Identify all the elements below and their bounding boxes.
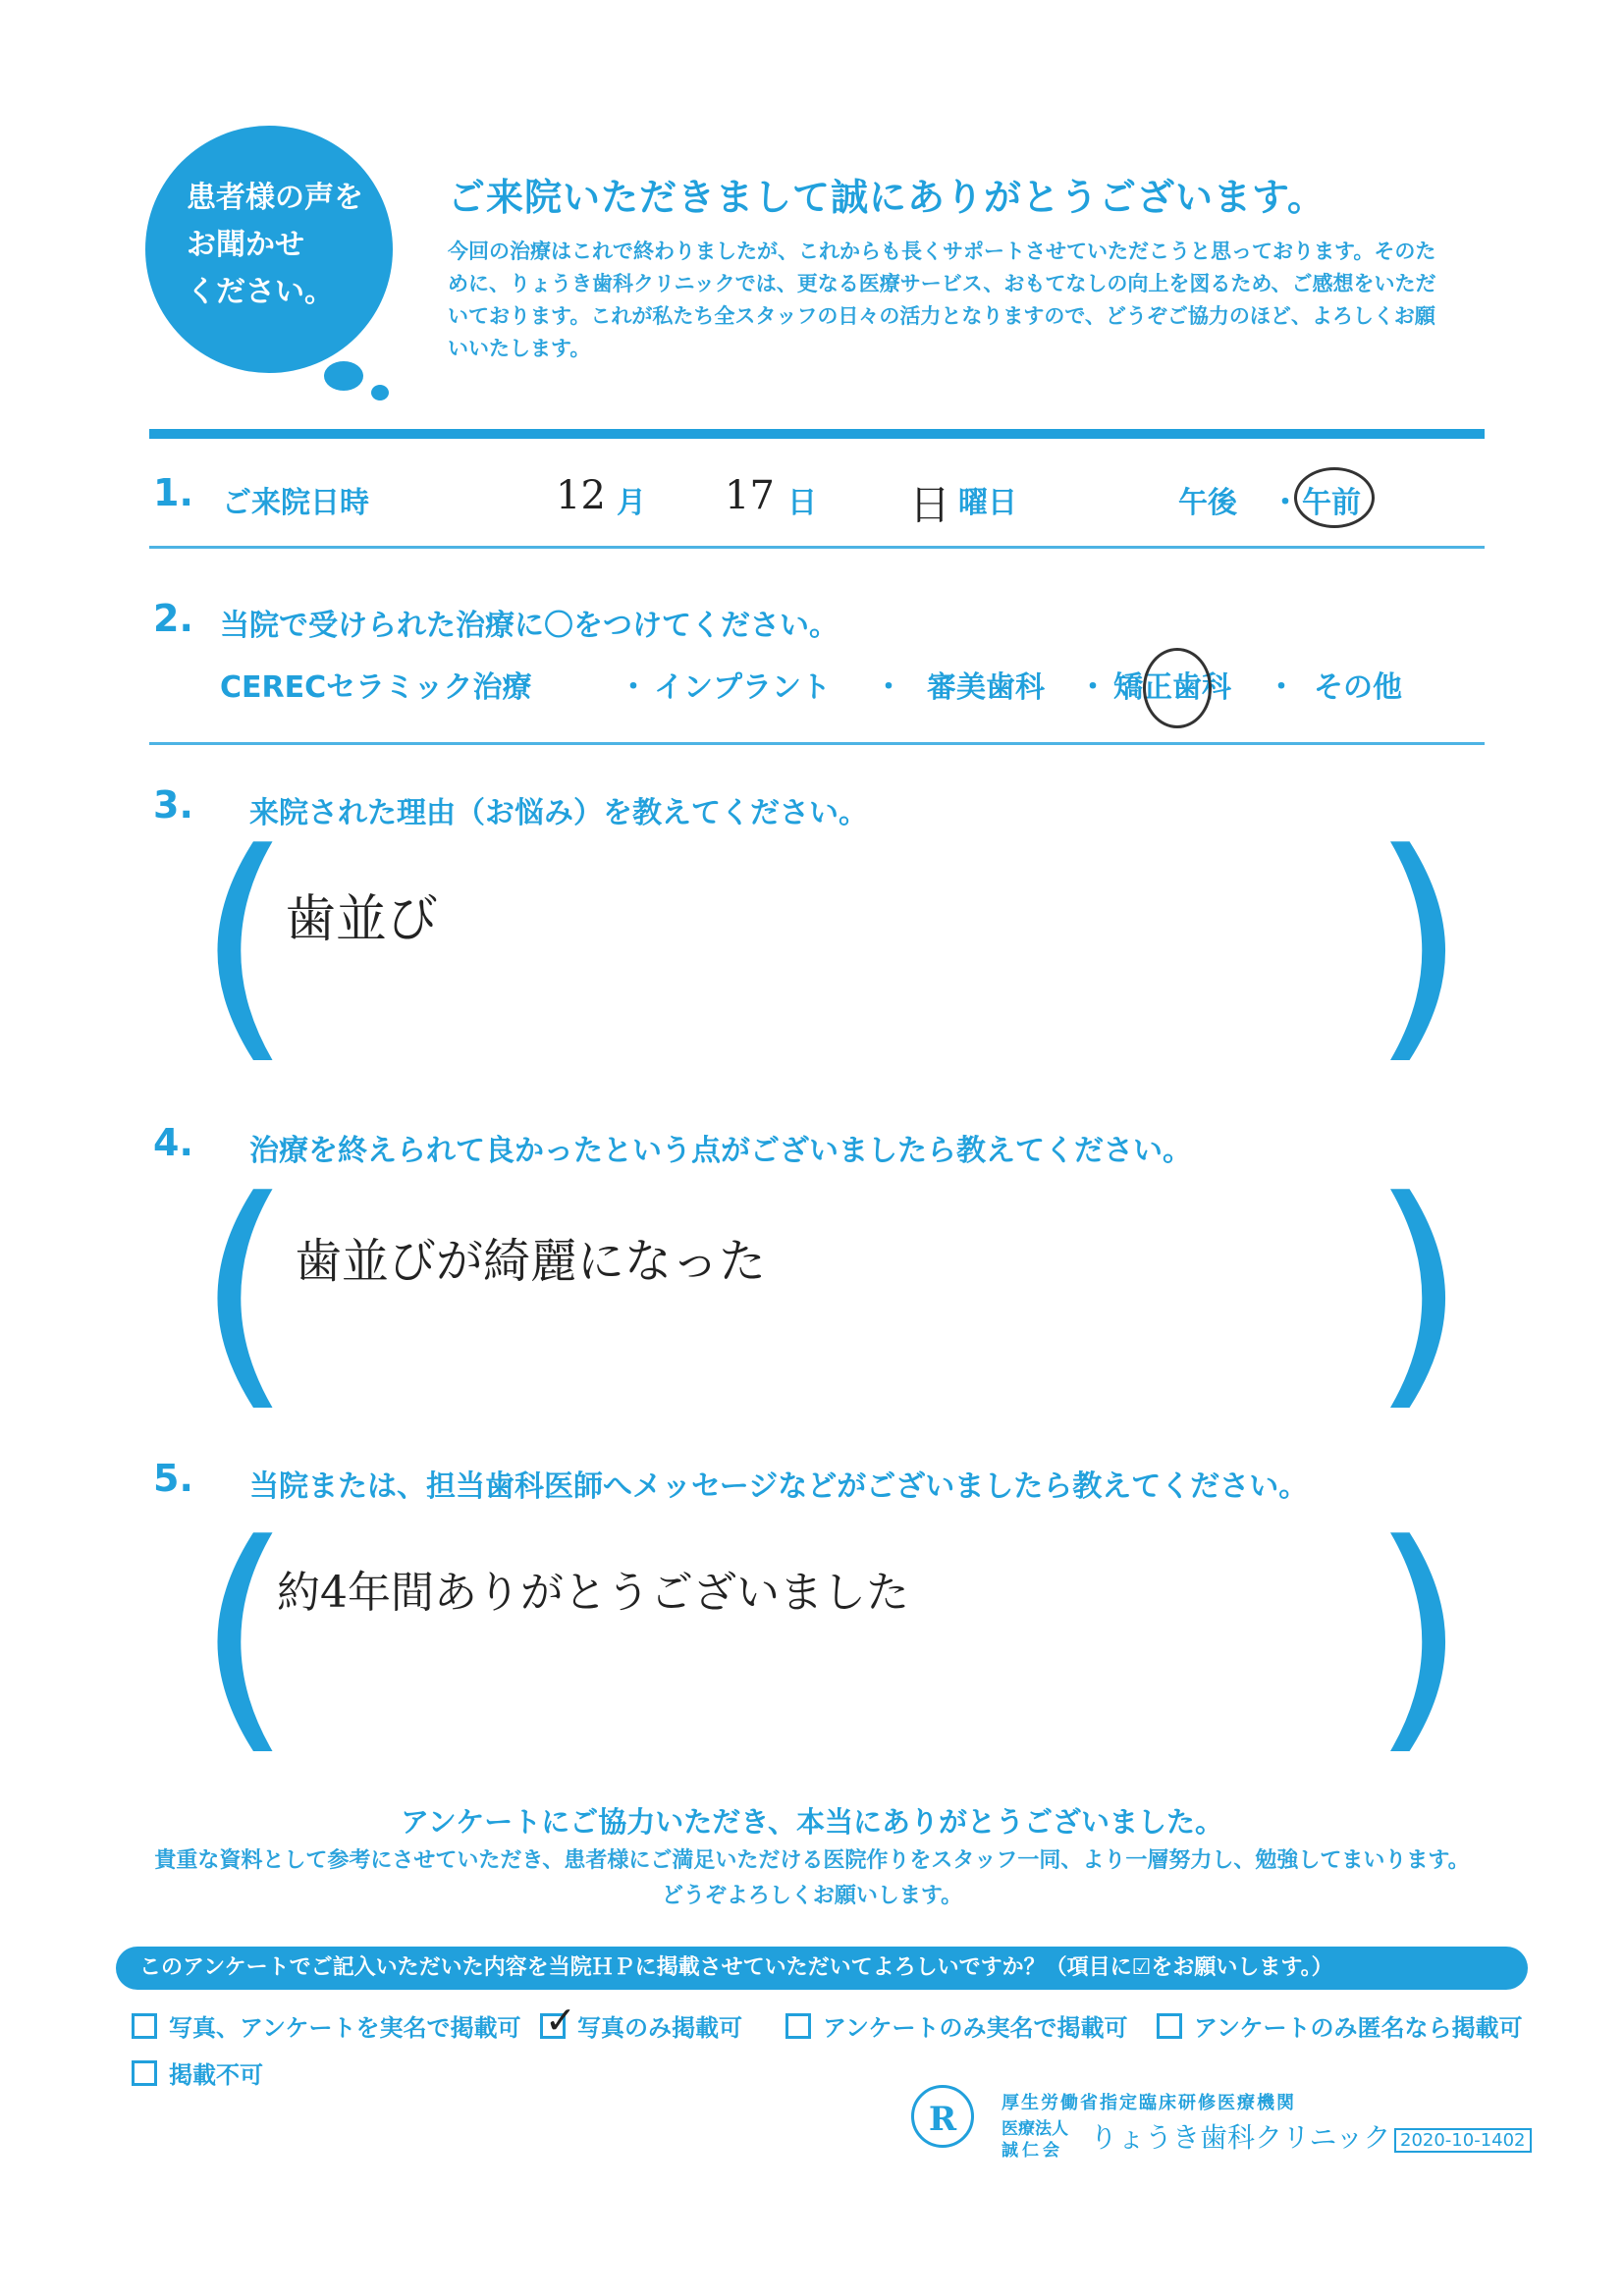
selection-circle (1294, 467, 1375, 528)
clinic-name: りょうき歯科クリニック (1090, 2121, 1391, 2154)
q1-number: 1. (153, 471, 193, 514)
form-code: 2020-10-1402 (1394, 2128, 1532, 2153)
q1-weekday-label: 曜日 (958, 486, 1017, 520)
corp-line1: 医療法人 (1001, 2119, 1068, 2139)
checkbox[interactable] (132, 2013, 157, 2039)
left-bracket: ( (196, 1148, 293, 1433)
page-headline: ご来院いただきまして誠にありがとうございます。 (448, 176, 1326, 219)
bubble-dot (324, 361, 363, 391)
q2-option-other[interactable]: その他 (1314, 670, 1402, 705)
divider (149, 742, 1485, 745)
q1-day-label: 日 (787, 486, 817, 520)
q2-separator: ・ (1267, 670, 1296, 705)
q2-number: 2. (153, 597, 193, 640)
selection-circle (1143, 648, 1212, 728)
q3-number: 3. (153, 783, 193, 827)
checkbox[interactable] (132, 2060, 157, 2086)
q2-option-aesthetic[interactable]: 審美歯科 (927, 670, 1045, 705)
consent-option-no-publish[interactable] (132, 2056, 263, 2090)
q2-option-implant[interactable]: インプラント (654, 670, 831, 705)
top-divider (149, 429, 1485, 439)
q1-separator: ・ (1271, 486, 1300, 520)
q1-pm-option[interactable]: 午後 (1178, 486, 1237, 520)
q1-month-label: 月 (617, 486, 646, 520)
option-label: 写真、アンケートを実名で掲載可 (169, 2014, 521, 2042)
q3-label: 来院された理由（お悩み）を教えてください。 (249, 796, 868, 830)
right-bracket: ) (1371, 1148, 1467, 1433)
q3-answer[interactable]: 歯並び (285, 890, 439, 949)
q1-weekday-value[interactable]: 日 (909, 481, 951, 529)
bubble-line: ください。 (187, 275, 334, 309)
closing-line: どうぞよろしくお願いします。 (661, 1884, 963, 1908)
q4-answer[interactable]: 歯並びが綺麗になった (295, 1234, 767, 1289)
option-label: アンケートのみ実名で掲載可 (823, 2014, 1128, 2042)
clinic-logo: R (911, 2085, 974, 2148)
checkbox[interactable] (1157, 2013, 1182, 2039)
consent-option-survey-realname[interactable] (785, 2008, 1128, 2043)
q4-label: 治療を終えられて良かったという点がございましたら教えてください。 (249, 1134, 1192, 1168)
q2-option-cerec[interactable]: CERECセラミック治療 (220, 670, 532, 705)
check-mark: ✓ (545, 1998, 576, 2042)
q2-label: 当院で受けられた治療に〇をつけてください。 (220, 609, 839, 643)
option-label: 掲載不可 (169, 2061, 263, 2089)
left-bracket: ( (196, 800, 293, 1086)
consent-option-photo-only[interactable] (540, 1998, 742, 2043)
q5-label: 当院または、担当歯科医師へメッセージなどがございましたら教えてください。 (249, 1469, 1309, 1504)
q4-number: 4. (153, 1121, 193, 1164)
bubble-line: お聞かせ (187, 228, 304, 262)
closing-line: 貴重な資料として参考にさせていただき、患者様にご満足いただける医院作りをスタッフ一同、より一層努力し、勉強してまいります。 (154, 1848, 1470, 1873)
consent-option-survey-anonymous[interactable] (1157, 2008, 1523, 2043)
divider (149, 546, 1485, 549)
q1-month-value[interactable]: 12 (556, 473, 606, 518)
left-bracket: ( (196, 1491, 293, 1777)
designation-text: 厚生労働省指定臨床研修医療機関 (1001, 2093, 1296, 2113)
q2-separator: ・ (1078, 670, 1108, 705)
option-label: アンケートのみ匿名なら掲載可 (1194, 2014, 1523, 2042)
q5-answer[interactable]: 約4年間ありがとうございました (277, 1568, 909, 1618)
checkbox-checked[interactable] (540, 1998, 576, 2042)
intro-paragraph: 今回の治療はこれで終わりましたが、これからも長くサポートさせていただこうと思っております。そのために、りょうき歯科クリニックでは、更なる医療サービス、おもてなしの向上を図るため、ご感想をいただいております。これが私たち全スタッフの日々の活力となりますので、どうぞご協力のほど、よろしくお願いいたします。 (448, 240, 1436, 360)
bubble-dot-small (371, 385, 389, 400)
checkbox[interactable] (785, 2013, 811, 2039)
right-bracket: ) (1371, 800, 1467, 1086)
q1-day-value[interactable]: 17 (725, 473, 775, 518)
bubble-line: 患者様の声を (187, 181, 363, 215)
closing-body (0, 1843, 1624, 1914)
consent-question-bar: このアンケートでご記入いただいた内容を当院ＨＰに掲載させていただいてよろしいですか？（項目に☑をお願いします。） (116, 1947, 1528, 1990)
consent-option-photo-survey-realname[interactable] (132, 2008, 521, 2043)
corp-line2: 誠仁会 (1001, 2141, 1063, 2161)
q2-separator: ・ (619, 670, 648, 705)
right-bracket: ) (1371, 1491, 1467, 1777)
q5-number: 5. (153, 1457, 193, 1500)
q2-separator: ・ (874, 670, 903, 705)
option-label: 写真のみ掲載可 (577, 2014, 742, 2042)
bubble-text (187, 175, 403, 316)
q1-label: ご来院日時 (222, 486, 369, 520)
closing-title: アンケートにご協力いただき、本当にありがとうございました。 (400, 1805, 1224, 1839)
q1-am-option[interactable]: 午前 (1302, 486, 1361, 520)
q2-option-orthodontic[interactable]: 矯正歯科 (1113, 670, 1231, 705)
